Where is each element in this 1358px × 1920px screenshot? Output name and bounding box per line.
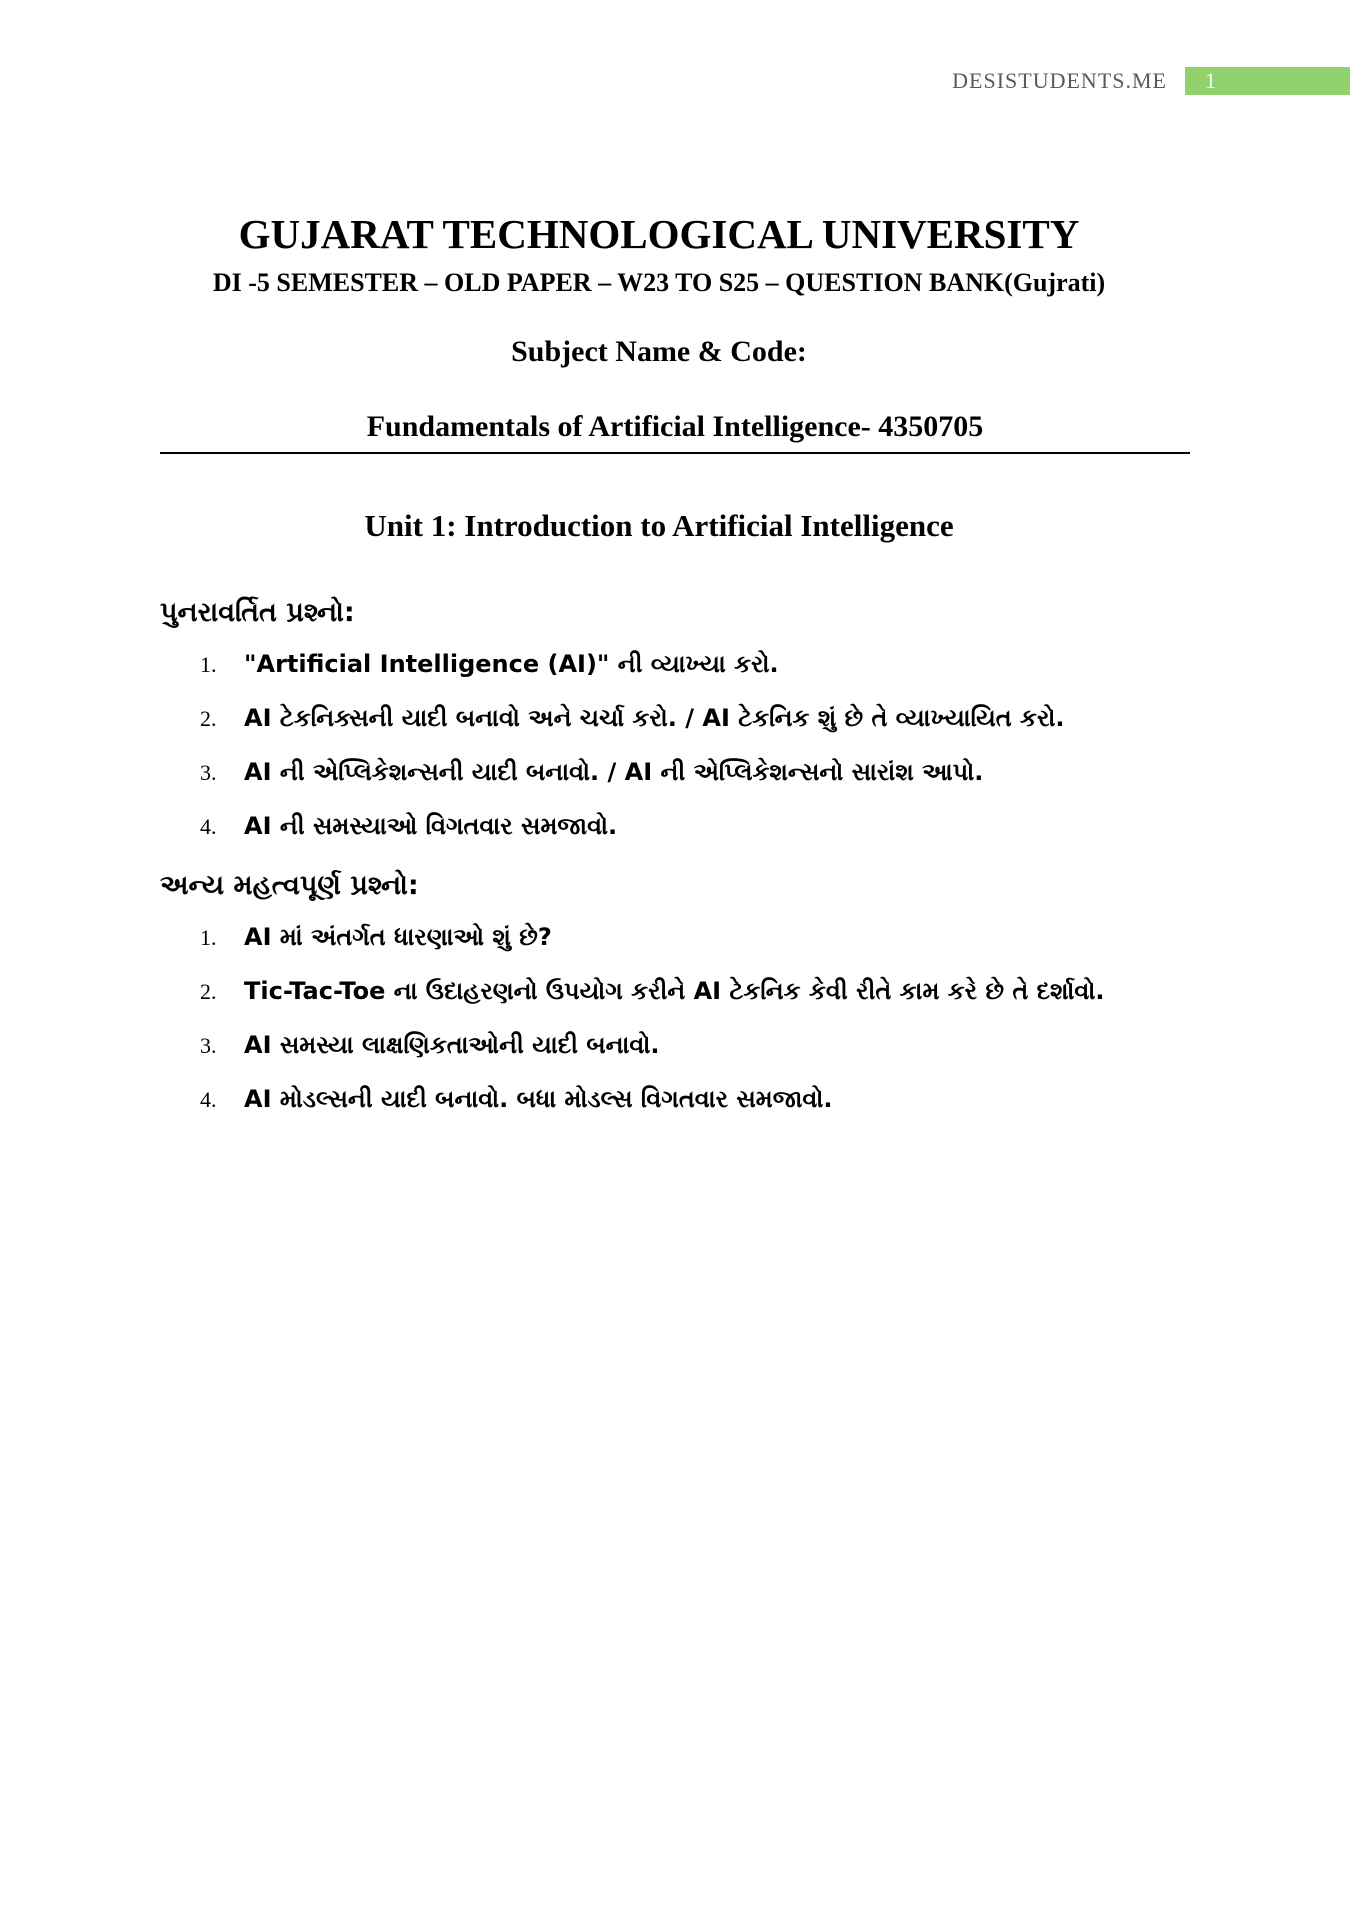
question-list-important xyxy=(200,923,1200,1139)
list-item xyxy=(200,923,1200,977)
question-number: 1. xyxy=(200,652,217,677)
question-list-repeated xyxy=(200,650,1200,866)
list-item xyxy=(200,812,1200,866)
question-text: "Artificial Intelligence (AI)" ની વ્યાખ્યા કરો. xyxy=(244,650,779,678)
question-number: 2. xyxy=(200,979,217,1004)
list-item xyxy=(200,977,1200,1031)
question-text: AI સમસ્યા લાક્ષણિકતાઓની યાદી બનાવો. xyxy=(244,1031,660,1059)
page-header xyxy=(952,66,1358,96)
list-item xyxy=(200,704,1200,758)
exam-subtitle: DI -5 SEMESTER – OLD PAPER – W23 TO S25 – QUESTION BANK(Gujrati) xyxy=(212,268,1106,297)
question-text: AI મોડલ્સની યાદી બનાવો. બધા મોડલ્સ વિગતવાર સમજાવો. xyxy=(244,1085,833,1113)
list-item xyxy=(200,1085,1200,1139)
university-title: GUJARAT TECHNOLOGICAL UNIVERSITY xyxy=(238,211,1080,257)
question-number: 2. xyxy=(200,706,217,731)
section-heading-important: અન્ય મહત્વપૂર્ણ પ્રશ્નો: xyxy=(160,870,419,901)
question-number: 4. xyxy=(200,814,217,839)
section-heading-repeated: પુનરાવર્તિત પ્રશ્નો: xyxy=(160,597,355,628)
question-text: AI ની સમસ્યાઓ વિગતવાર સમજાવો. xyxy=(244,812,618,840)
site-name: DESISTUDENTS.ME xyxy=(952,68,1167,93)
question-number: 3. xyxy=(200,1033,217,1058)
subject-name-code: Fundamentals of Artificial Intelligence- 4350705 xyxy=(160,410,1190,454)
list-item xyxy=(200,1031,1200,1085)
question-number: 1. xyxy=(200,925,217,950)
question-text: AI ની એપ્લિકેશન્સની યાદી બનાવો. / AI ની એપ્લિકેશન્સનો સારાંશ આપો. xyxy=(244,758,984,786)
question-number: 3. xyxy=(200,760,217,785)
question-number: 4. xyxy=(200,1087,217,1112)
question-text: AI ટેકનિક્સની યાદી બનાવો અને ચર્ચા કરો. / AI ટેકનિક શું છે તે વ્યાખ્યાયિત કરો. xyxy=(244,704,1065,732)
unit-title: Unit 1: Introduction to Artificial Intelligence xyxy=(364,508,954,543)
list-item xyxy=(200,758,1200,812)
question-text: Tic-Tac-Toe ના ઉદાહરણનો ઉપયોગ કરીને AI ટેકનિક કેવી રીતે કામ કરે છે તે દર્શાવો. xyxy=(244,977,1105,1005)
page-number-badge: 1 xyxy=(1185,67,1350,95)
question-text: AI માં અંતર્ગત ધારણાઓ શું છે? xyxy=(244,923,552,951)
list-item xyxy=(200,650,1200,704)
subject-label: Subject Name & Code: xyxy=(511,335,807,368)
